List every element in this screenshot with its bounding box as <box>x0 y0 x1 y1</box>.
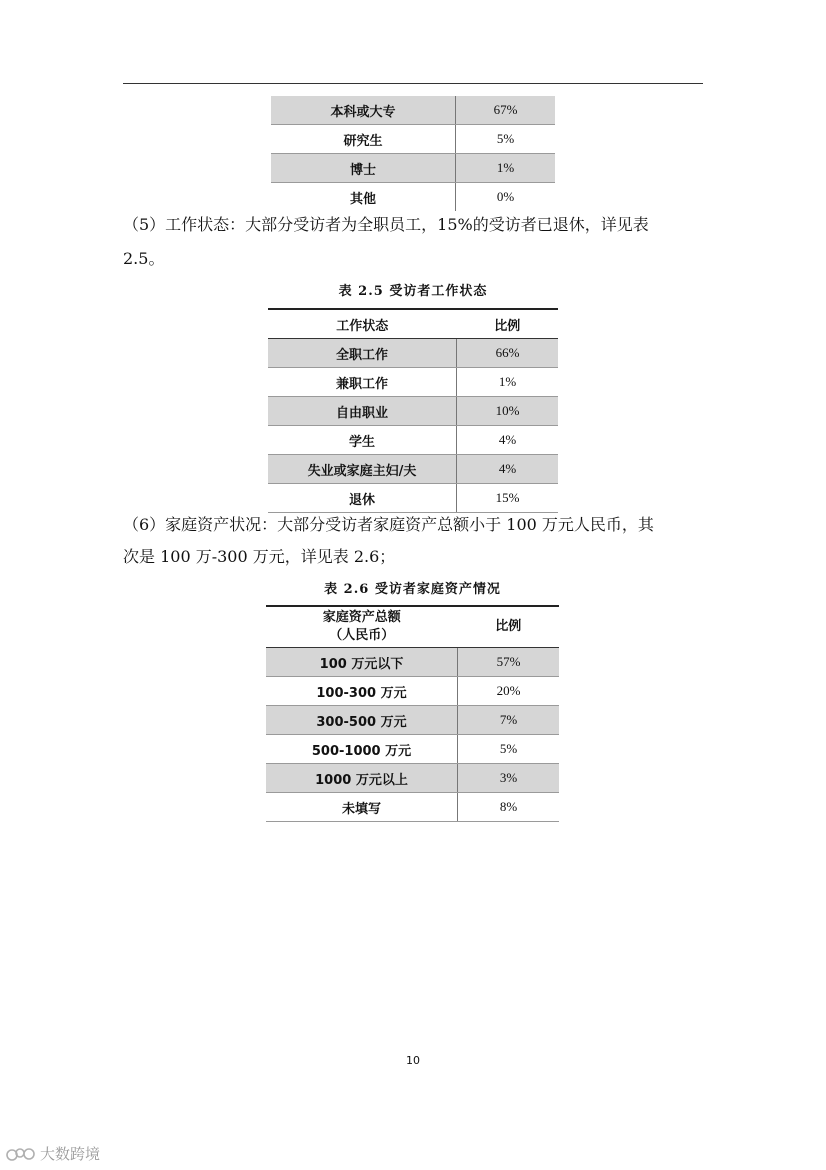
row-label: 100-300 万元 <box>266 677 458 706</box>
header-label-line1: 家庭资产总额 <box>322 610 401 625</box>
row-value: 15% <box>457 484 559 513</box>
row-value: 5% <box>456 125 556 154</box>
table-row <box>271 96 555 125</box>
row-value: 0% <box>496 189 515 204</box>
table-2-6-caption: 表 2.6 受访者家庭资产情况 <box>324 582 501 597</box>
row-value: 4% <box>457 455 559 484</box>
row-label: 研究生 <box>271 125 456 154</box>
table-row <box>266 677 559 706</box>
header-rule <box>123 83 703 84</box>
work-status-table <box>268 308 558 513</box>
header-label: 工作状态 <box>268 309 457 339</box>
household-assets-table <box>266 605 559 822</box>
table-row <box>266 706 559 735</box>
row-label: 博士 <box>271 154 456 183</box>
table-row <box>268 339 558 368</box>
row-label: 退休 <box>268 484 457 513</box>
row-value: 8% <box>458 793 560 822</box>
row-label: 500-1000 万元 <box>266 735 458 764</box>
row-value: 10% <box>457 397 559 426</box>
table-row <box>271 183 555 212</box>
row-label: 失业或家庭主妇/夫 <box>268 455 457 484</box>
row-value: 67% <box>456 96 556 125</box>
row-label: 其他 <box>271 183 456 212</box>
watermark-text: 大数跨境 <box>40 1145 101 1163</box>
table-row <box>266 648 559 677</box>
table-row <box>268 455 558 484</box>
table-header-row <box>268 309 558 339</box>
table-row <box>268 397 558 426</box>
watermark <box>6 1143 100 1164</box>
row-label: 学生 <box>268 426 457 455</box>
row-value: 4% <box>457 426 559 455</box>
table-row <box>266 793 559 822</box>
table-row <box>266 764 559 793</box>
table-row <box>271 125 555 154</box>
header-label <box>266 606 458 648</box>
page-number: 10 <box>406 1054 420 1067</box>
paragraph-6-line1: （6）家庭资产状况：大部分受访者家庭资产总额小于 100 万元人民币，其 <box>123 515 654 534</box>
row-label: 未填写 <box>266 793 458 822</box>
paragraph-5-line2: 2.5。 <box>123 249 165 268</box>
table-row <box>266 735 559 764</box>
row-value: 7% <box>458 706 560 735</box>
header-label-line2: （人民币） <box>329 628 395 643</box>
row-value: 66% <box>457 339 559 368</box>
row-value: 3% <box>458 764 560 793</box>
paragraph-6-line2: 次是 100 万-300 万元，详见表 2.6； <box>123 547 396 566</box>
header-value: 比例 <box>457 309 559 339</box>
row-value: 57% <box>458 648 560 677</box>
row-label: 自由职业 <box>268 397 457 426</box>
row-value: 20% <box>458 677 560 706</box>
logo-icon <box>6 1147 36 1161</box>
table-row <box>268 368 558 397</box>
table-2-5-caption: 表 2.5 受访者工作状态 <box>338 284 488 299</box>
row-label: 1000 万元以上 <box>266 764 458 793</box>
row-label: 300-500 万元 <box>266 706 458 735</box>
table-header-row <box>266 606 559 648</box>
header-value: 比例 <box>458 606 560 648</box>
table-row <box>268 426 558 455</box>
education-table <box>271 96 555 211</box>
row-label: 100 万元以下 <box>266 648 458 677</box>
row-label: 兼职工作 <box>268 368 457 397</box>
paragraph-5-line1: （5）工作状态：大部分受访者为全职员工，15%的受访者已退休，详见表 <box>123 215 649 234</box>
row-value: 1% <box>457 368 559 397</box>
row-label: 全职工作 <box>268 339 457 368</box>
row-value: 5% <box>458 735 560 764</box>
table-row <box>268 484 558 513</box>
table-row <box>271 154 555 183</box>
row-label: 本科或大专 <box>271 96 456 125</box>
row-value: 1% <box>456 154 556 183</box>
